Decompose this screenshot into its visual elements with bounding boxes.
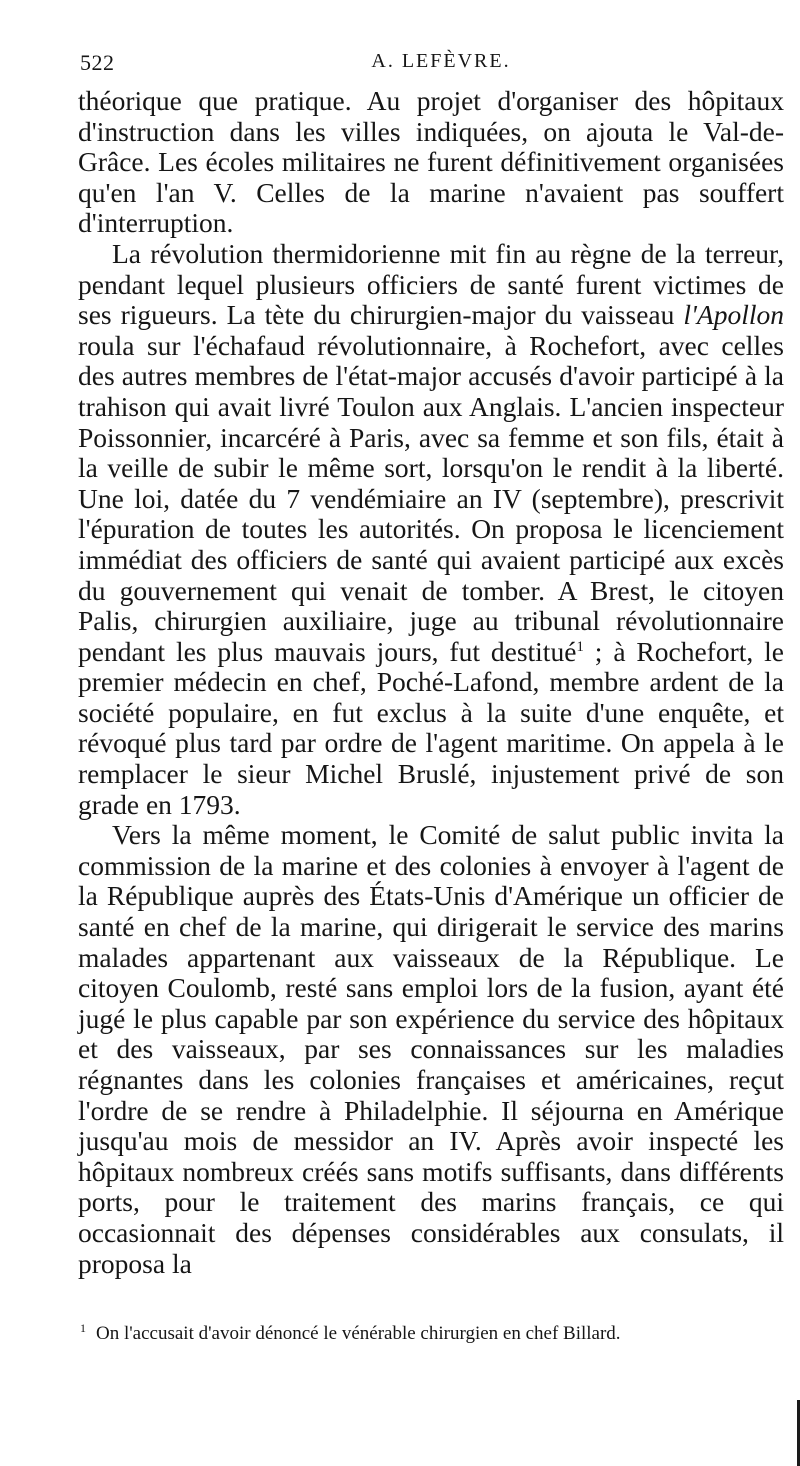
italic-text: l'Apollon <box>683 299 784 331</box>
text-segment: ; à Rochefort, le premier médecin en chef, Poché-Lafond, membre ardent de la société populaire, en fut exclus à la suite d'une enquête, et révoqué plus tard par ordre de l'agent maritime. On appela à le remplacer le sieur Michel Bruslé, injustement privé de son grade en 1793. <box>78 635 785 820</box>
text-segment: roula sur l'échafaud révolutionnaire, à Rochefort, avec celles des autres membres de l'état-major accusés d'avoir participé à la trahison qui avait livré Toulon aux Anglais. L'ancien inspecteur Poissonnier, incarcéré à Paris, avec sa femme et son fils, était à la veille de subir le même sort, lorsqu'on le rendit à la liberté. Une loi, datée du 7 vendémiaire an IV (septembre), prescrivit l'épuration de toutes les autorités. On proposa le licenciement immédiat des officiers de santé qui avaient participé aux excès du gouvernement qui venait de tomber. A Brest, le citoyen Palis, chirurgien auxiliaire, juge au tribunal révolutionnaire pendant les plus mauvais jours, fut destitué <box>78 329 784 667</box>
footnote-text: On l'accusait d'avoir dénoncé le vénérable chirurgien en chef Billard. <box>96 1323 621 1344</box>
page-number: 522 <box>80 50 115 75</box>
running-title: A. LEFÈVRE. <box>371 50 511 72</box>
paragraph <box>78 820 784 1279</box>
text-segment: théorique que pratique. Au projet d'organiser des hôpitaux d'instruction dans les villes indiquées, on ajouta le Val-de-Grâce. Les écoles militaires ne furent définitivement organisées qu'en l'an V. Celles de la marine n'avaient pas souffert d'interruption. <box>78 85 784 239</box>
paragraph <box>78 86 784 239</box>
text-segment: La révolution thermidorienne mit fin au règne de la terreur, pendant lequel plusieurs officiers de santé furent victimes de ses rigueurs. La tète du chirurgien-major du vaisseau <box>78 237 784 331</box>
footnote-reference: 1 <box>576 638 584 655</box>
paragraph <box>78 239 784 820</box>
footnote <box>80 1322 782 1346</box>
text-segment: Vers la même moment, le Comité de salut public invita la commission de la marine et des colonies à envoyer à l'agent de la République auprès des États-Unis d'Amérique un officier de santé en chef de la marine, qui dirigerait le service des marins malades appartenant aux vaisseaux de la République. Le citoyen Coulomb, resté sans emploi lors de la fusion, ayant été jugé le plus capable par son expérience du service des hôpitaux et des vaisseaux, par ses connaissances sur les maladies régnantes dans les colonies françaises et américaines, reçut l'ordre de se rendre à Philadelphie. Il séjourna en Amérique jusqu'au mois de messidor an IV. Après avoir inspecté les hôpitaux nombreux créés sans motifs suffisants, dans différents ports, pour le traitement des marins français, ce qui occasionnait des dépenses considérables aux consulats, il proposa la <box>78 819 784 1279</box>
footnote-mark: 1 <box>80 1320 86 1335</box>
body-text <box>78 86 784 1279</box>
running-header <box>80 50 782 80</box>
